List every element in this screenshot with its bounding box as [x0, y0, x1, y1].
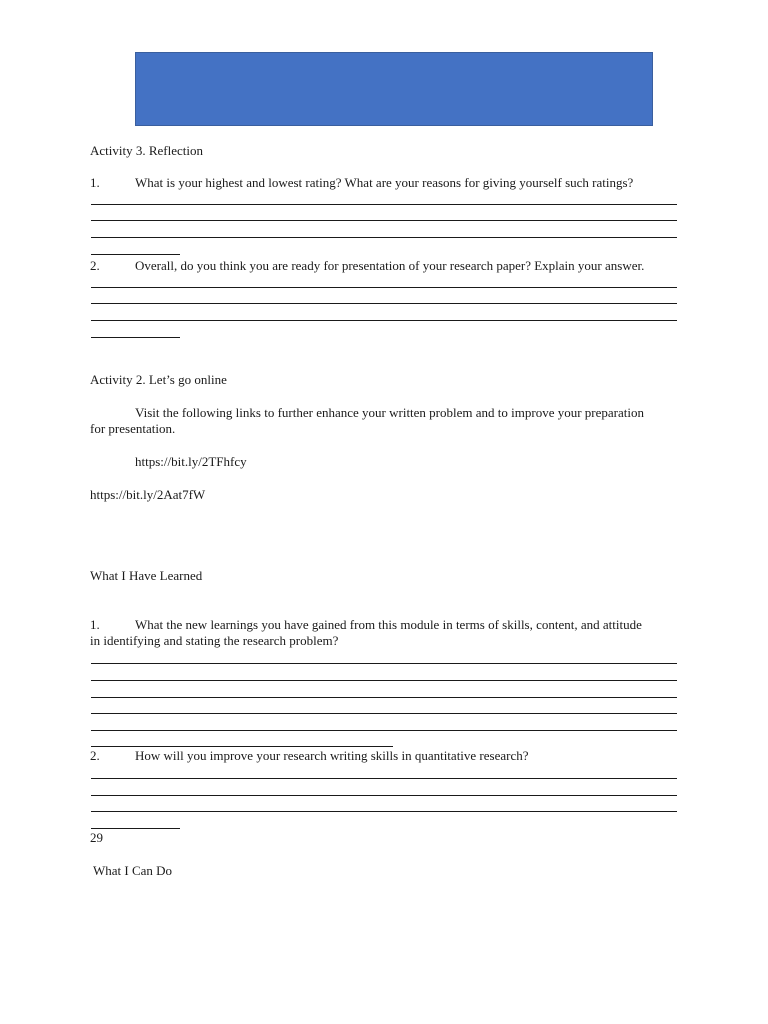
link-2[interactable]: https://bit.ly/2Aat7fW [90, 487, 206, 502]
activity3-q1-text: What is your highest and lowest rating? What are your reasons for giving yourself such ratings? [135, 175, 634, 190]
activity2-instruction-line1: Visit the following links to further enhance your written problem and to improve your preparation [135, 405, 644, 420]
activity3-heading: Activity 3. Reflection [90, 143, 204, 158]
answer-line [91, 320, 677, 321]
answer-line [91, 337, 180, 338]
activity2-heading: Activity 2. Let’s go online [90, 372, 227, 387]
answer-line [91, 746, 393, 747]
header-banner [135, 52, 653, 126]
answer-line [91, 697, 677, 698]
answer-line [91, 713, 677, 714]
answer-line [91, 680, 677, 681]
learned-q2-text: How will you improve your research writing skills in quantitative research? [135, 748, 529, 763]
answer-line [91, 254, 180, 255]
answer-line [91, 828, 180, 829]
link-1[interactable]: https://bit.ly/2TFhfcy [135, 454, 247, 469]
answer-line [91, 237, 677, 238]
answer-line [91, 204, 677, 205]
answer-line [91, 287, 677, 288]
answer-line [91, 730, 677, 731]
learned-q1-number: 1. [90, 617, 100, 632]
learned-q2-number: 2. [90, 748, 100, 763]
answer-line [91, 795, 677, 796]
answer-line [91, 778, 677, 779]
answer-line [91, 220, 677, 221]
activity2-instruction-line2: for presentation. [90, 421, 176, 436]
answer-line [91, 811, 677, 812]
can-do-heading: What I Can Do [93, 863, 173, 878]
page-number: 29 [90, 830, 103, 845]
learned-q1-text-line2: in identifying and stating the research problem? [90, 633, 339, 648]
activity3-q2-number: 2. [90, 258, 100, 273]
learned-q1-text-line1: What the new learnings you have gained from this module in terms of skills, content, and attitude [135, 617, 642, 632]
answer-line [91, 303, 677, 304]
activity3-q2-text: Overall, do you think you are ready for presentation of your research paper? Explain your answer. [135, 258, 645, 273]
answer-line [91, 663, 677, 664]
activity3-q1-number: 1. [90, 175, 100, 190]
learned-heading: What I Have Learned [90, 568, 203, 583]
